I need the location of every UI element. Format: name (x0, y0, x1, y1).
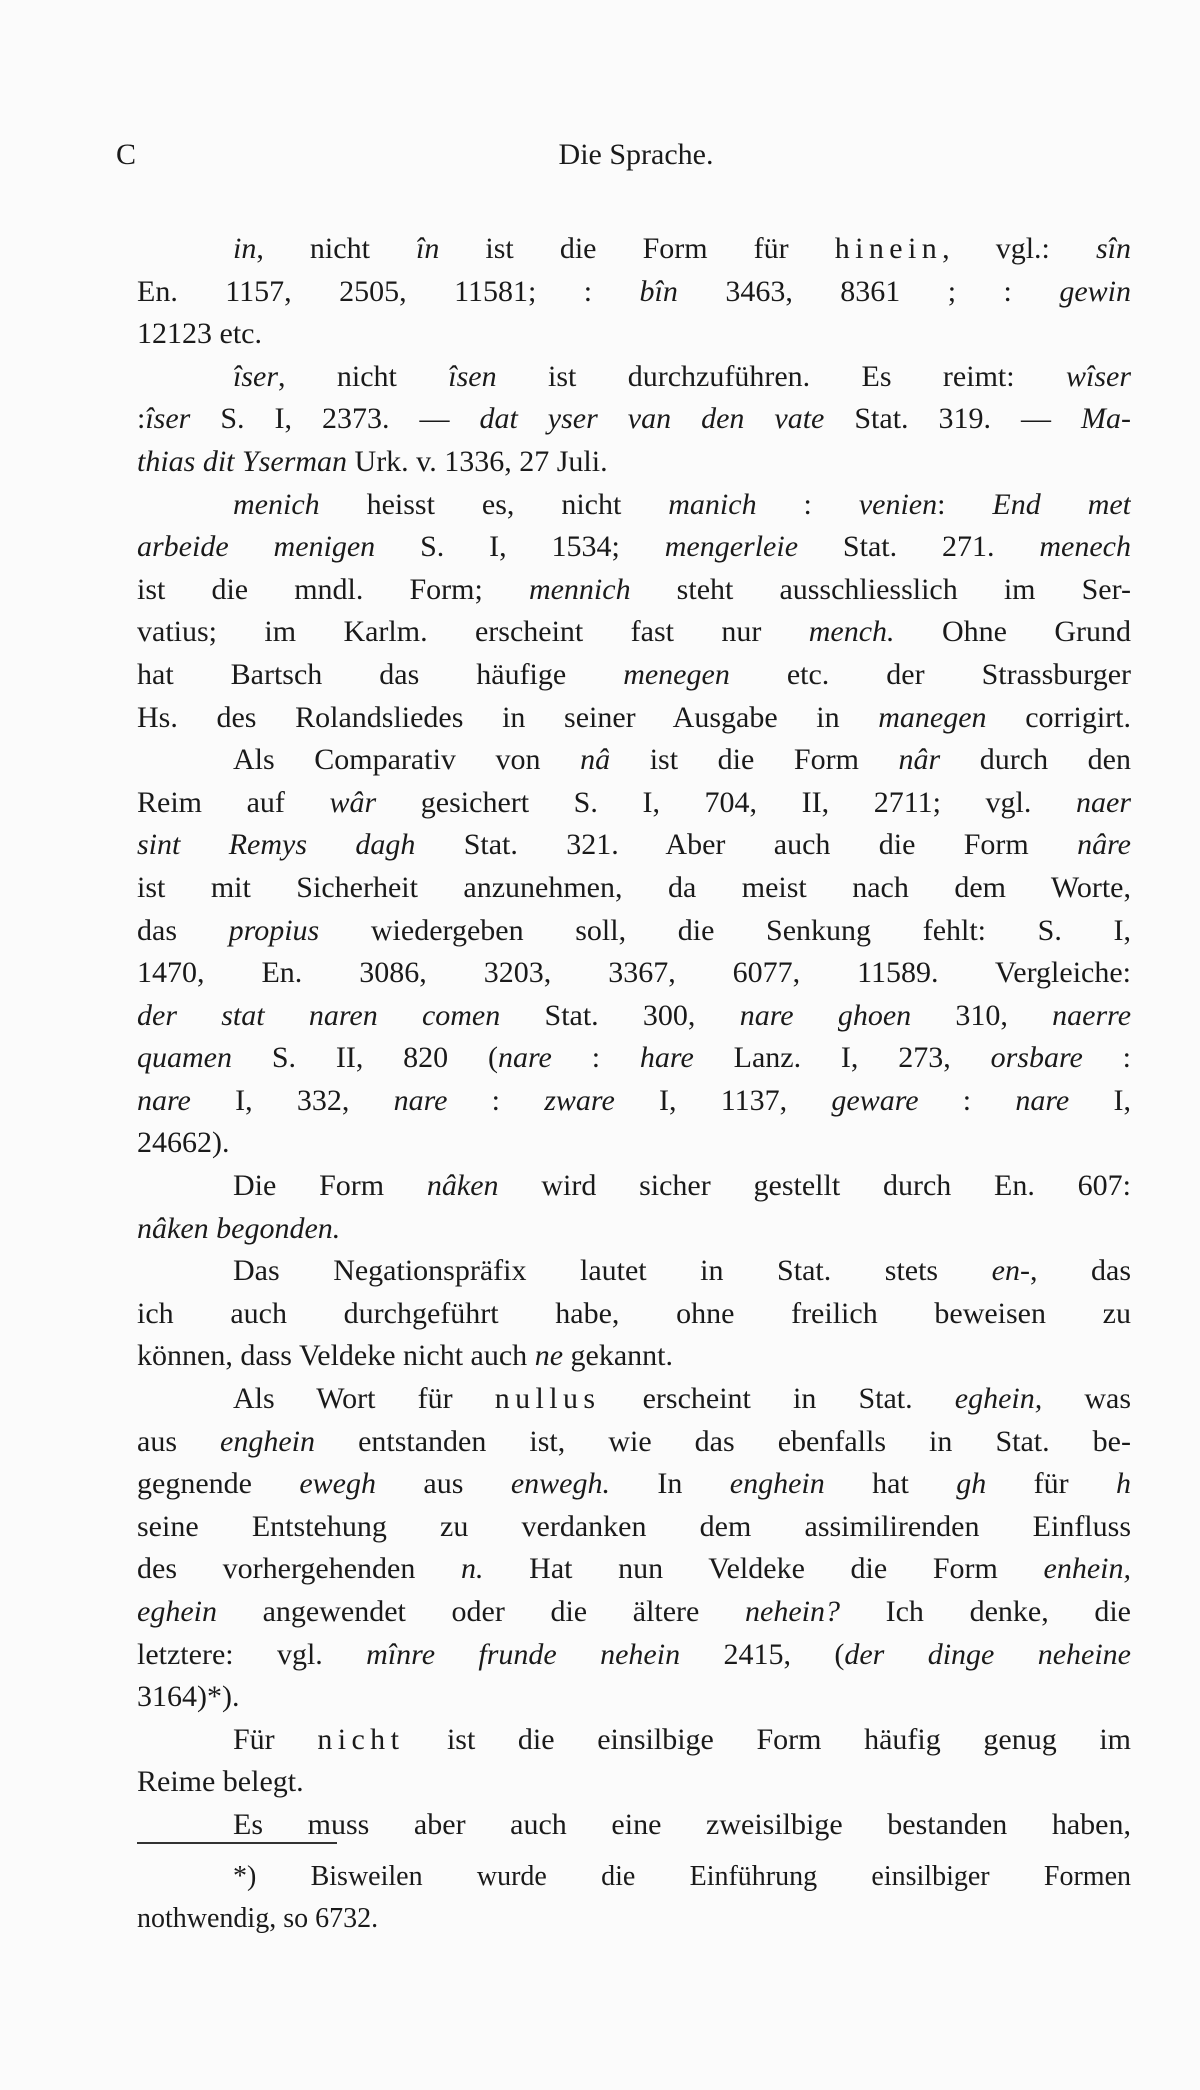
text-run: En. 1157, 2505, 11581; : (137, 274, 640, 308)
italic-text: eghein, (954, 1382, 1043, 1416)
italic-text: Ma- (1081, 402, 1131, 436)
text-run: Reim auf (137, 785, 330, 819)
italic-text: nare (393, 1083, 448, 1117)
italic-text: nare (498, 1041, 552, 1075)
text-run: wiedergeben soll, die Senkung fehlt: S. I, (319, 913, 1131, 947)
text-line (137, 1463, 1131, 1506)
italic-text: gh (956, 1467, 987, 1501)
text-run: Hat nun Veldeke die Form (483, 1552, 1044, 1586)
text-run: ich auch durchgeführt habe, ohne freilich beweisen zu (137, 1296, 1131, 1330)
text-run: steht ausschliesslich im Ser- (630, 572, 1131, 606)
text-run: Ich denke, die (839, 1595, 1131, 1628)
italic-text: sint Remys dagh (137, 828, 416, 862)
italic-text: nare (1015, 1083, 1070, 1117)
text-run: gekannt. (563, 1339, 673, 1373)
italic-text: menich (233, 487, 320, 521)
text-run: : (137, 402, 146, 436)
text-run: nothwendig, so 6732. (137, 1903, 379, 1934)
text-line (137, 1856, 1131, 1898)
text-run: : (918, 1083, 1016, 1117)
text-run: angewendet oder die ältere (216, 1595, 746, 1628)
text-line (137, 739, 1131, 782)
text-line (137, 1037, 1131, 1080)
text-line (137, 356, 1131, 399)
text-run: ist die Form für (439, 232, 835, 265)
text-run: hat Bartsch das häufige (137, 657, 624, 691)
italic-text: enghein (729, 1467, 825, 1501)
text-run: S. I, 1534; (375, 530, 665, 564)
italic-text: quamen (137, 1041, 232, 1075)
text-line (137, 1761, 1131, 1804)
footnote (137, 1856, 1131, 1940)
text-run: : (551, 1041, 640, 1075)
text-run: In (609, 1467, 730, 1501)
italic-text: naer (1076, 785, 1131, 819)
text-line (137, 867, 1131, 910)
text-run: ist mit Sicherheit anzunehmen, da meist nach dem Worte, (137, 870, 1131, 904)
italic-text: îser (233, 359, 278, 393)
text-line (137, 1634, 1131, 1677)
italic-text: en- (991, 1254, 1030, 1288)
text-run: , nicht (278, 359, 449, 393)
italic-text: propius (228, 913, 320, 947)
text-run: I, (1069, 1083, 1131, 1117)
text-run: I, 1137, (614, 1083, 832, 1117)
main-text (137, 228, 1131, 1847)
text-run: , das (1029, 1254, 1131, 1288)
text-run: Ohne Grund (894, 615, 1131, 649)
text-line (137, 313, 1131, 356)
italic-text: ewegh (299, 1467, 376, 1501)
text-line (137, 441, 1131, 484)
italic-text: îser (145, 402, 191, 436)
text-line (137, 952, 1131, 995)
text-line (137, 1676, 1131, 1719)
text-run: entstanden ist, wie das ebenfalls in Stat. be- (315, 1424, 1131, 1458)
italic-text: nâ (580, 743, 611, 777)
italic-text: h (1116, 1467, 1131, 1501)
italic-text: menech (1039, 530, 1131, 564)
text-run: heisst es, nicht (319, 487, 669, 521)
italic-text: ne (534, 1339, 564, 1373)
text-run: Stat. 271. (798, 530, 1040, 564)
italic-text: mengerleie (664, 530, 799, 564)
text-run: des vorhergehenden (137, 1552, 462, 1586)
text-run: das (137, 913, 229, 947)
footnote-separator (137, 1842, 337, 1844)
text-line (137, 1591, 1131, 1634)
text-run: aus (137, 1424, 221, 1458)
italic-text: enghein (220, 1424, 316, 1458)
italic-text: enhein, (1043, 1552, 1131, 1586)
text-run: 1470, En. 3086, 3203, 3367, 6077, 11589. Vergleiche: (137, 956, 1131, 990)
text-run: 12123 etc. (137, 317, 262, 351)
text-line (137, 1804, 1131, 1847)
text-run: Urk. v. 1336, 27 Juli. (347, 444, 608, 478)
italic-text: hare (639, 1041, 694, 1075)
italic-text: nare (137, 1083, 191, 1117)
text-line (137, 611, 1131, 654)
italic-text: enwegh. (510, 1467, 610, 1501)
text-run: Die Form (233, 1169, 427, 1203)
italic-text: geware (831, 1083, 919, 1117)
text-run: gegnende (137, 1467, 300, 1501)
text-run: Lanz. I, 273, (693, 1041, 991, 1075)
text-run: für (986, 1467, 1116, 1501)
text-line (137, 1080, 1131, 1123)
italic-text: sîn (1095, 232, 1131, 265)
spaced-text: hinein (834, 232, 943, 265)
text-run: ist die Form (610, 743, 899, 777)
text-run: 3164)*). (137, 1680, 240, 1714)
italic-text: venien (858, 487, 938, 521)
text-run: aus (376, 1467, 511, 1501)
italic-text: manegen (878, 700, 987, 734)
text-run: Stat. 300, (500, 998, 740, 1032)
page-number: C (116, 138, 137, 171)
text-run: Als Wort für (233, 1382, 495, 1416)
italic-text: nehein? (745, 1595, 840, 1628)
italic-text: menegen (623, 657, 730, 691)
text-run: Das Negationspräfix lautet in Stat. stets (233, 1254, 992, 1288)
text-line (137, 1335, 1131, 1378)
italic-text: naerre (1052, 998, 1131, 1032)
text-run: ist die mndl. Form; (137, 572, 529, 606)
text-run: Hs. des Rolandsliedes in seiner Ausgabe in (137, 700, 879, 734)
text-line (137, 398, 1131, 441)
text-run: , nicht (256, 232, 416, 265)
italic-text: în (416, 232, 440, 265)
text-line (137, 782, 1131, 825)
italic-text: gewin (1059, 274, 1131, 308)
text-line (137, 995, 1131, 1038)
italic-text: nâken begonden. (137, 1211, 341, 1245)
italic-text: îsen (448, 359, 497, 393)
text-run: ist die einsilbige Form häufig genug im (404, 1722, 1131, 1756)
text-run: S. II, 820 ( (231, 1041, 498, 1075)
italic-text: nare ghoen (739, 998, 912, 1032)
text-run: 310, (911, 998, 1053, 1032)
italic-text: thias dit Yserman (137, 444, 348, 478)
text-line (137, 1122, 1131, 1165)
italic-text: dat yser van den vate (479, 402, 825, 436)
text-line (137, 1548, 1131, 1591)
text-line (137, 228, 1131, 271)
text-run: : (756, 487, 859, 521)
text-run: Stat. 321. Aber auch die Form (415, 828, 1078, 862)
text-line (137, 1506, 1131, 1549)
italic-text: nâken (426, 1169, 499, 1203)
text-run: gesichert S. I, 704, II, 2711; vgl. (376, 785, 1076, 819)
italic-text: in (233, 232, 257, 265)
text-line (137, 1898, 1131, 1940)
text-run: : (447, 1083, 545, 1117)
text-run: 24662). (137, 1126, 230, 1160)
text-line (137, 484, 1131, 527)
italic-text: orsbare (990, 1041, 1083, 1075)
text-run: 2415, ( (680, 1637, 845, 1671)
text-line (137, 569, 1131, 612)
italic-text: manich (668, 487, 757, 521)
text-line (137, 824, 1131, 867)
text-run: durch den (940, 743, 1131, 777)
italic-text: End met (992, 487, 1131, 521)
text-run: S. I, 2373. — (190, 402, 480, 436)
italic-text: n. (461, 1552, 484, 1586)
text-run: Für (233, 1722, 318, 1756)
italic-text: zware (544, 1083, 615, 1117)
text-run: seine Entstehung zu verdanken dem assimilirenden Einfluss (137, 1509, 1131, 1543)
text-run: erscheint in Stat. (600, 1382, 955, 1416)
text-run: : (1082, 1041, 1131, 1075)
italic-text: eghein (137, 1595, 217, 1628)
text-run: *) Bisweilen wurde die Einführung einsilbiger Formen (233, 1861, 1131, 1892)
text-run: : (937, 487, 993, 521)
italic-text: der stat naren comen (137, 998, 501, 1032)
running-title: Die Sprache. (558, 138, 714, 171)
text-run: Stat. 319. — (824, 402, 1082, 436)
text-line (137, 1719, 1131, 1762)
text-run: etc. der Strassburger (729, 657, 1131, 691)
spaced-text: nullus (494, 1382, 601, 1416)
text-run: Reime belegt. (137, 1765, 304, 1799)
text-run: was (1042, 1382, 1131, 1416)
text-line (137, 910, 1131, 953)
italic-text: mînre frunde nehein (366, 1637, 681, 1671)
text-run: hat (824, 1467, 957, 1501)
text-run: können, dass Veldeke nicht auch (137, 1339, 535, 1373)
italic-text: bîn (639, 274, 678, 308)
text-line (137, 1208, 1131, 1251)
text-line (137, 1421, 1131, 1464)
text-run: wird sicher gestellt durch En. 607: (498, 1169, 1131, 1203)
text-run: vatius; im Karlm. erscheint fast nur (137, 615, 809, 649)
text-run: letztere: vgl. (137, 1637, 367, 1671)
text-line (137, 697, 1131, 740)
text-run: 3463, 8361 ; : (677, 274, 1060, 308)
text-run: , vgl.: (942, 232, 1096, 265)
italic-text: nâre (1077, 828, 1131, 862)
italic-text: nâr (898, 743, 941, 777)
text-line (137, 1293, 1131, 1336)
text-line (137, 271, 1131, 314)
italic-text: mennich (528, 572, 631, 606)
text-line (137, 1378, 1131, 1421)
italic-text: der dinge neheine (844, 1637, 1131, 1671)
text-run: Als Comparativ von (233, 743, 581, 777)
text-line (137, 1165, 1131, 1208)
text-line (137, 1250, 1131, 1293)
italic-text: mench. (808, 615, 895, 649)
text-line (137, 654, 1131, 697)
italic-text: wâr (329, 785, 377, 819)
text-line (137, 526, 1131, 569)
text-run: Es muss aber auch eine zweisilbige bestanden haben, (233, 1807, 1131, 1841)
spaced-text: nicht (317, 1722, 405, 1756)
text-run: ist durchzuführen. Es reimt: (496, 359, 1066, 393)
text-run: corrigirt. (986, 700, 1131, 734)
italic-text: wîser (1065, 359, 1131, 393)
text-run: I, 332, (190, 1083, 394, 1117)
italic-text: arbeide menigen (137, 530, 376, 564)
